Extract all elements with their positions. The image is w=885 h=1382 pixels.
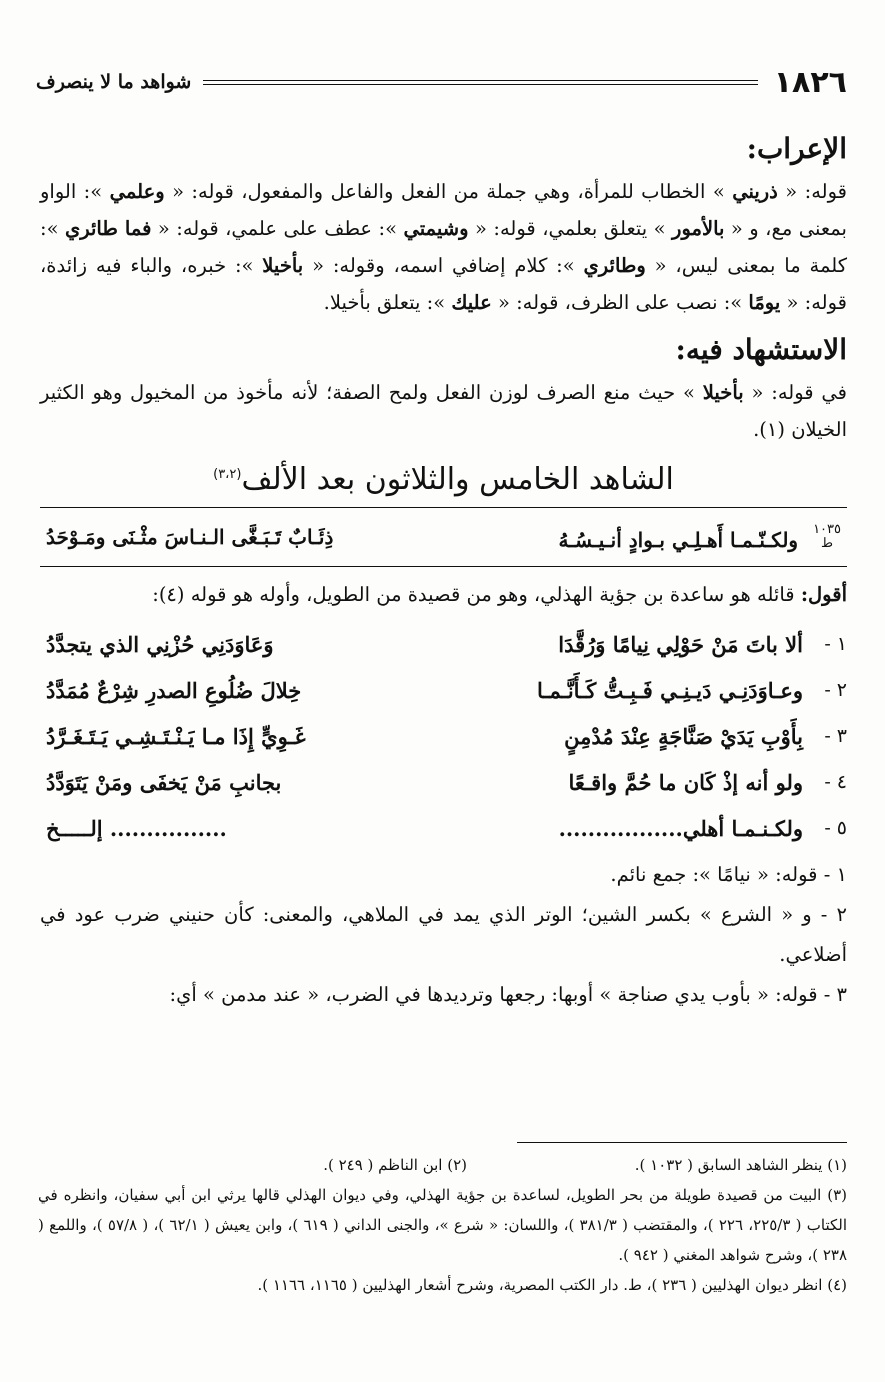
intro-paragraph xyxy=(40,575,847,615)
i3rab-run: » يتعلق بعلمي، قوله: « xyxy=(468,217,673,240)
i3rab-run: بالأمور xyxy=(672,217,725,240)
poem-line-number: ٢ - xyxy=(824,679,847,701)
poem-row xyxy=(40,805,847,851)
poem-row xyxy=(40,759,847,805)
istishhad-run: » حيث منع الصرف لوزن الفعل ولمح الصفة؛ لأنه مأخوذ من المخيول وهو الكثير الخيلان xyxy=(40,381,847,441)
witness-title-text: الشاهد الخامس والثلاثون بعد الألف xyxy=(241,462,674,497)
i3rab-run: وطائري xyxy=(583,254,646,277)
note-number: ١ - xyxy=(817,863,847,886)
i3rab-run: »: كلام إضافي اسمه، وقوله: « xyxy=(303,254,584,277)
explanatory-note xyxy=(40,855,847,895)
footnote-rule xyxy=(517,1142,847,1143)
poem-row xyxy=(40,621,847,667)
i3rab-run: »: كلمة ما بمعنى ليس، « xyxy=(40,217,847,277)
verse-number xyxy=(813,523,841,551)
i3rab-run: »: خبره، والباء فيه زائدة، قوله: « xyxy=(40,254,847,314)
verse-right xyxy=(559,523,842,552)
intro-run: (٤) xyxy=(158,583,185,606)
istishhad-paragraph xyxy=(40,374,847,448)
running-title: شواهد ما لا ينصرف xyxy=(36,71,192,93)
poem-hemistich-2: بجانبِ مَنْ يَخفَى ومَنْ يَتَوَدَّدُ xyxy=(46,769,282,795)
istishhad-run: . xyxy=(753,418,760,441)
poem-hemistich-1: ولكـنـمـا أهلي................. xyxy=(558,815,803,841)
page-number: ١٨٢٦ xyxy=(773,64,847,100)
footnote-row-1 xyxy=(38,1150,847,1180)
verse-number-sub: ط xyxy=(821,535,834,551)
explanatory-note xyxy=(40,975,847,1015)
i3rab-run: »: الواو بمعنى مع، و « xyxy=(40,180,847,240)
note-number: ٢ - xyxy=(811,903,847,926)
i3rab-run: بأخيلا xyxy=(262,254,304,277)
note-number: ٣ - xyxy=(817,983,847,1006)
i3rab-run: »: يتعلق بأخيلا. xyxy=(323,291,452,314)
notes-block xyxy=(40,855,847,1015)
note-run: قوله: « نيامًا »: جمع نائم. xyxy=(610,863,818,886)
footnotes xyxy=(38,1150,847,1300)
header-rule xyxy=(203,80,757,85)
poem-row xyxy=(40,713,847,759)
footnote-2: (٢) ابن الناظم ( ٢٤٩ ). xyxy=(323,1156,467,1174)
i3rab-run: عليك xyxy=(451,291,492,314)
witness-verse xyxy=(40,508,847,566)
i3rab-run: »: نصب على الظرف، قوله: « xyxy=(491,291,749,314)
intro-run: قائله هو ساعدة بن جؤية الهذلي، وهو من قصيدة من الطويل، وأوله هو قوله xyxy=(184,583,801,606)
i3rab-paragraph xyxy=(40,173,847,321)
witness-title xyxy=(40,462,847,497)
poem-hemistich-2: غَـوِيٍّ إِذَا مـا يَـنْـتَـشِـي يَـتَـغَـرَّدُ xyxy=(46,723,306,749)
footnote-3: (٣) البيت من قصيدة طويلة من بحر الطويل، لساعدة بن جؤية الهذلي، وفي ديوان الهذلي قالها يرثي ابن أبي سفيان، وانظره في الكتاب ( ٢٢٥/٣، ٢٢٦ )، والمقتضب ( ٣٨١/٣ )، واللسان: « شرع »، والجنى الداني ( ٦١٩ )، وابن يعيش ( ٦٢/١ )، ( ٥٧/٨ )، واللمع ( ٢٣٨ )، وشرح شواهد المغني ( ٩٤٢ ). xyxy=(38,1186,848,1264)
i3rab-run: ذريني xyxy=(732,180,778,203)
intro-run: : xyxy=(152,583,159,606)
note-run: قوله: « بأوب يدي صناجة » أوبها: رجعها وترديدها في الضرب، « عند مدمن » أي: xyxy=(169,983,818,1006)
verse-bottom-rule xyxy=(40,566,847,567)
note-run: و « الشرع » بكسر الشين؛ الوتر الذي يمد في الملاهي، والمعنى: كأن حنيني ضرب عود في أضلاعي. xyxy=(40,903,847,966)
i3rab-heading: الإعراب: xyxy=(746,132,847,165)
istishhad-run: بأخيلا xyxy=(702,381,744,404)
poem-hemistich-1: بِأَوْبِ يَدَيْ صَنَّاجَةٍ عِنْدَ مُدْمِنٍ xyxy=(564,723,803,749)
poem-hemistich-1: وعـاوَدَنِـي دَيـنِـي فَـبِـتُّ كَـأَنَّـمـا xyxy=(536,677,803,703)
poem-hemistich-1: ألا باتَ مَنْ حَوْلِي نِيامًا وَرُقَّدَا xyxy=(558,631,803,657)
verse-number-value: ١٠٣٥ xyxy=(813,521,841,537)
witness-title-ref: (٣،٢) xyxy=(213,467,242,482)
poem-row xyxy=(40,667,847,713)
i3rab-run: يومًا xyxy=(748,291,781,314)
istishhad-run: (١) xyxy=(759,418,785,441)
explanatory-note xyxy=(40,895,847,975)
verse-hemistich-1: ولكـنّـمـا أَهـلِـي بـوادٍ أنـيـسُـهُ xyxy=(558,527,799,552)
poem-line-number: ١ - xyxy=(824,633,847,655)
i3rab-run: قوله: « xyxy=(777,180,847,203)
poem-line-number: ٣ - xyxy=(824,725,847,747)
poem-hemistich-2: خِلالَ ضُلُوعِ الصدرِ شِرْعٌ مُمَدَّدُ xyxy=(46,677,302,703)
main-content xyxy=(40,120,847,1015)
poem-hemistich-2: ................ إلـــــخ xyxy=(46,815,227,841)
verse-hemistich-2: ذِئَـابٌ تَـبَـغَّى الـنـاسَ مثْـنَى ومَـوْحَدُ xyxy=(46,525,334,549)
i3rab-run: »: عطف على علمي، قوله: « xyxy=(151,217,404,240)
page-header xyxy=(36,62,847,102)
i3rab-run: وعلمي xyxy=(109,180,165,203)
footnote-4: (٤) انظر ديوان الهذليين ( ٢٣٦ )، ط. دار الكتب المصرية، وشرح أشعار الهذليين ( ١١٦٥، ١١٦٦ ). xyxy=(257,1276,847,1294)
poem-block xyxy=(40,621,847,851)
footnote-1: (١) ينظر الشاهد السابق ( ١٠٣٢ ). xyxy=(634,1156,847,1174)
intro-run: أقول: xyxy=(800,583,847,606)
poem-line-number: ٤ - xyxy=(824,771,847,793)
poem-hemistich-1: ولو أنه إذْ كَان ما حُمَّ واقـعًا xyxy=(568,769,803,795)
i3rab-run: » الخطاب للمرأة، وهي جملة من الفعل والفاعل والمفعول، قوله: « xyxy=(164,180,733,203)
poem-hemistich-2: وَعَاوَدَنِي حُزْنِي الذي يتجدَّدُ xyxy=(46,631,274,657)
istishhad-run: في قوله: « xyxy=(743,381,848,404)
i3rab-run: فما طائري xyxy=(64,217,152,240)
istishhad-heading: الاستشهاد فيه: xyxy=(675,333,847,366)
poem-line-number: ٥ - xyxy=(824,817,847,839)
i3rab-run: وشيمتي xyxy=(403,217,469,240)
